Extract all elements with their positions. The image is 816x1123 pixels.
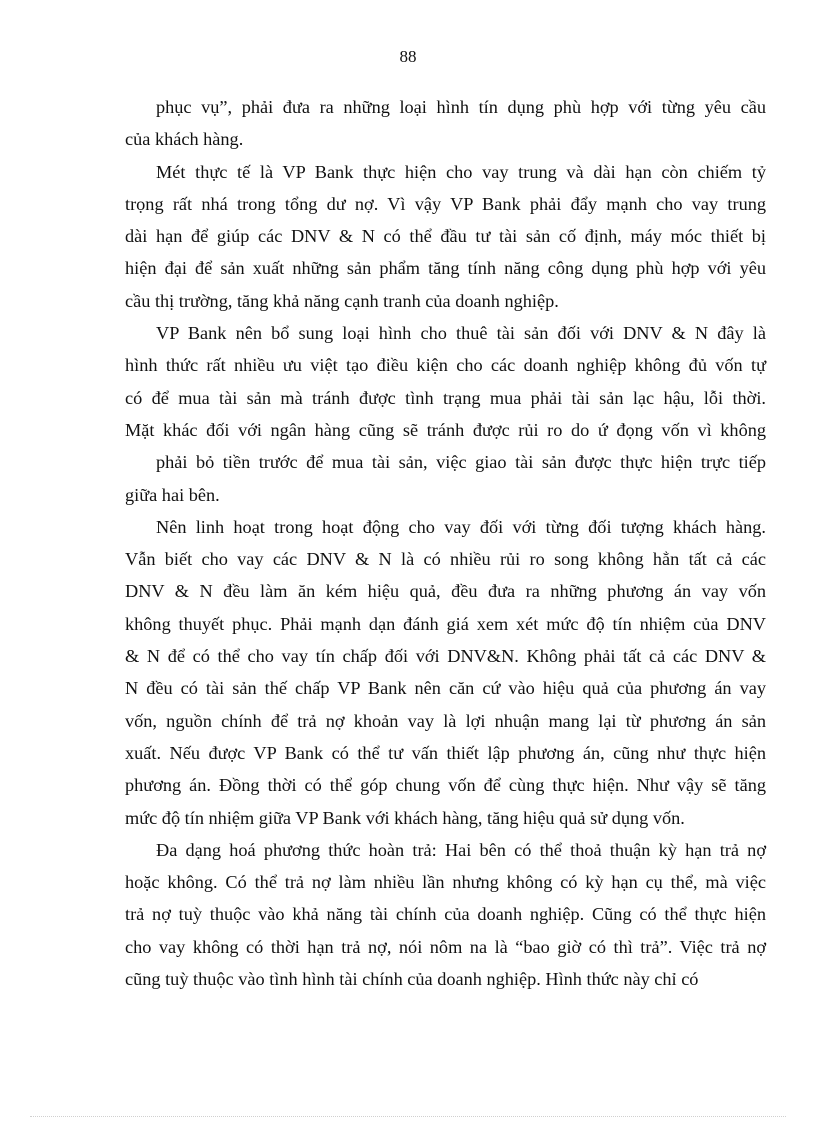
text-line: Đa dạng hoá phương thức hoàn trả: Hai bên có thể thoả thuận kỳ hạn trả nợ [156,839,766,860]
text-line: xuất. Nếu được VP Bank có thể tư vấn thiết lập phương án, cũng như thực hiện [125,742,766,763]
bottom-divider [30,1116,786,1117]
text-line: hình thức rất nhiều ưu việt tạo điều kiện cho các doanh nghiệp không đủ vốn tự [125,355,766,376]
text-line: hoặc không. Có thể trả nợ làm nhiều lần nhưng không có kỳ hạn cụ thể, mà việc [125,872,766,893]
text-line: DNV & N đều làm ăn kém hiệu quả, đều đưa ra những phương án vay vốn [125,581,766,602]
text-line: Mét thực tế là VP Bank thực hiện cho vay trung và dài hạn còn chiếm tỷ [156,161,766,182]
text-line: trọng rất nhá trong tổng dư nợ. Vì vậy VP Bank phải đẩy mạnh cho vay trung [125,193,766,214]
text-line: mức độ tín nhiệm giữa VP Bank với khách hàng, tăng hiệu quả sử dụng vốn. [125,807,685,828]
text-line: phải bỏ tiền trước để mua tài sản, việc giao tài sản được thực hiện trực tiếp [156,452,766,473]
text-line: của khách hàng. [125,129,244,150]
document-body [125,91,766,995]
text-line: cũng tuỳ thuộc vào tình hình tài chính của doanh nghiệp. Hình thức này chỉ có [125,969,699,990]
text-line: trả nợ tuỳ thuộc vào khả năng tài chính của doanh nghiệp. Cũng có thể thực hiện [125,904,766,925]
text-line: Mặt khác đối với ngân hàng cũng sẽ tránh được rủi ro do ứ đọng vốn vì không [125,419,766,440]
text-line: Nên linh hoạt trong hoạt động cho vay đối với từng đối tượng khách hàng. [156,516,766,537]
text-line: có để mua tài sản mà tránh được tình trạng mua phải tài sản lạc hậu, lỗi thời. [125,387,766,408]
text-line: Vẫn biết cho vay các DNV & N là có nhiều rủi ro song không hẳn tất cả các [125,549,766,570]
text-line: cho vay không có thời hạn trả nợ, nói nôm na là “bao giờ có thì trả”. Việc trả nợ [125,936,766,957]
page-number: 88 [399,47,417,66]
text-line: giữa hai bên. [125,484,220,505]
text-line: VP Bank nên bổ sung loại hình cho thuê tài sản đối với DNV & N đây là [156,323,766,344]
text-line: & N để có thể cho vay tín chấp đối với DNV&N. Không phải tất cả các DNV & [125,646,766,667]
text-line: N đều có tài sản thế chấp VP Bank nên căn cứ vào hiệu quả của phương án vay [125,678,766,699]
text-line: hiện đại để sản xuất những sản phẩm tăng tính năng công dụng phù hợp với yêu [125,258,766,279]
text-line: cầu thị trường, tăng khả năng cạnh tranh của doanh nghiệp. [125,290,559,311]
text-line: phương án. Đồng thời có thể góp chung vốn để cùng thực hiện. Như vậy sẽ tăng [125,775,766,796]
text-line: vốn, nguồn chính để trả nợ khoản vay là lợi nhuận mang lại từ phương án sản [125,710,766,731]
text-line: dài hạn để giúp các DNV & N có thể đầu tư tài sản cố định, máy móc thiết bị [125,226,766,247]
text-line: không thuyết phục. Phải mạnh dạn đánh giá xem xét mức độ tín nhiệm của DNV [125,613,766,634]
text-line: phục vụ”, phải đưa ra những loại hình tín dụng phù hợp với từng yêu cầu [156,97,766,117]
